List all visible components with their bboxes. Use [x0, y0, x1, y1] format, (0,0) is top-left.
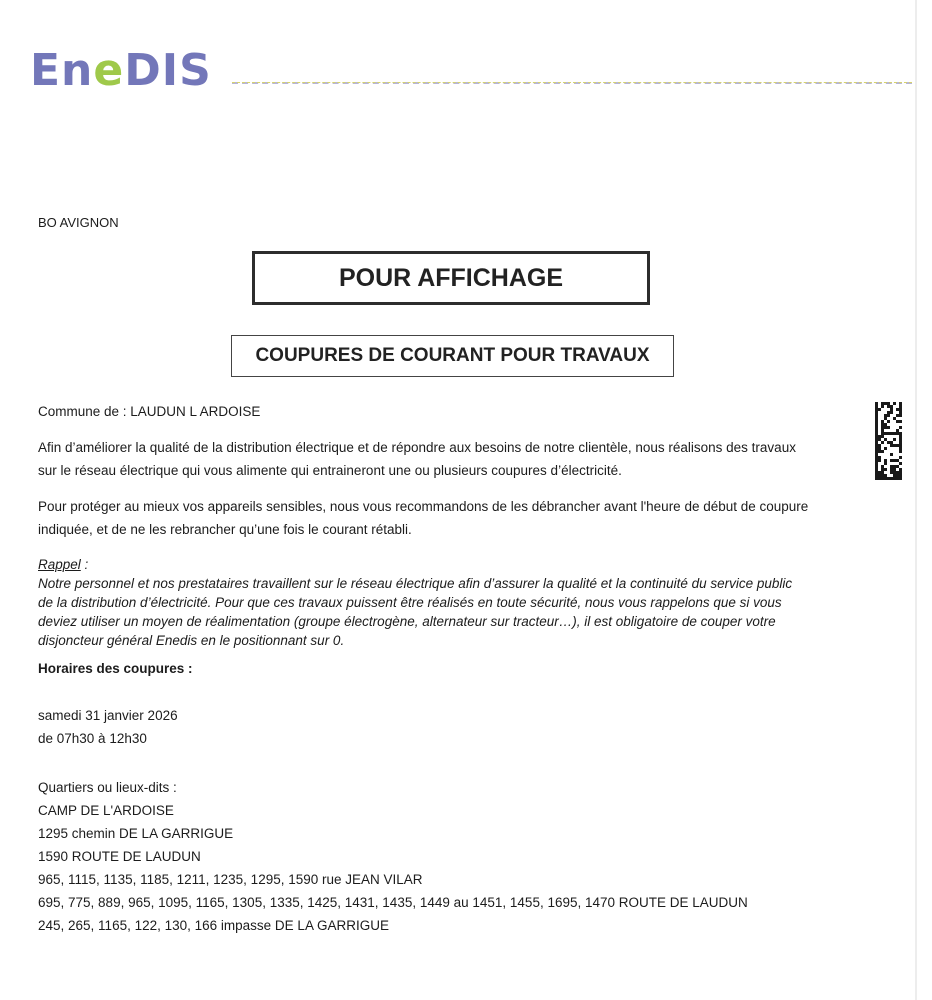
notice-title-box: [252, 251, 650, 305]
quartiers-list: [38, 776, 748, 937]
outage-date: samedi 31 janvier 2026: [38, 708, 178, 723]
rappel-block: Rappel : Notre personnel et nos prestataires travaillent sur le réseau électrique afin d’assurer la qualité et la continuité du service public de la distribution d’électricité. Pour que ces travaux puissent être réalisés en toute sécurité, nous vous rappelons que si vous deviez utiliser un moyen de réalimentation (groupe électrogène, alternateur sur tracteur…), il est obligatoire de couper votre disjoncteur général Enedis en le positionnant sur 0.: [38, 557, 793, 648]
notice-subtitle: COUPURES DE COURANT POUR TRAVAUX: [255, 345, 650, 366]
enedis-logo: En e DIS: [30, 45, 212, 96]
notice-title: POUR AFFICHAGE: [338, 263, 564, 292]
outage-time: de 07h30 à 12h30: [38, 731, 147, 746]
list-item: 1590 ROUTE DE LAUDUN: [38, 849, 201, 864]
intro-paragraph: Afin d’améliorer la qualité de la distribution électrique et de répondre aux besoins de notre clientèle, nous réalisons des travaux sur le réseau électrique qui vous alimente qui entraineront une ou plusieurs coupures d’électricité.: [38, 440, 796, 478]
list-item: CAMP DE L'ARDOISE: [38, 803, 174, 818]
sender: BO AVIGNON: [38, 215, 119, 230]
notice-subtitle-box: [231, 335, 674, 377]
page-edge: [915, 0, 917, 1000]
horaires-heading: Horaires des coupures :: [38, 661, 193, 676]
commune: Commune de : LAUDUN L ARDOISE: [38, 404, 261, 419]
list-item: 695, 775, 889, 965, 1095, 1165, 1305, 1335, 1425, 1431, 1435, 1449 au 1451, 1455, 1695, 1470 ROUTE DE LAUDUN: [38, 895, 748, 910]
list-item: 965, 1115, 1135, 1185, 1211, 1235, 1295, 1590 rue JEAN VILAR: [38, 872, 423, 887]
list-item: 245, 265, 1165, 122, 130, 166 impasse DE LA GARRIGUE: [38, 918, 389, 933]
rappel-heading: Rappel :: [38, 557, 89, 572]
advice-paragraph: Pour protéger au mieux vos appareils sensibles, nous vous recommandons de les débrancher avant l'heure de début de coupure indiquée, et de ne les rebrancher qu’une fois le courant rétabli.: [38, 499, 809, 537]
datamatrix-code-icon: [875, 401, 902, 480]
list-item: 1295 chemin DE LA GARRIGUE: [38, 826, 234, 841]
outage-schedule: [38, 704, 178, 750]
quartiers-heading: Quartiers ou lieux-dits :: [38, 780, 177, 795]
header-divider: [232, 82, 912, 84]
